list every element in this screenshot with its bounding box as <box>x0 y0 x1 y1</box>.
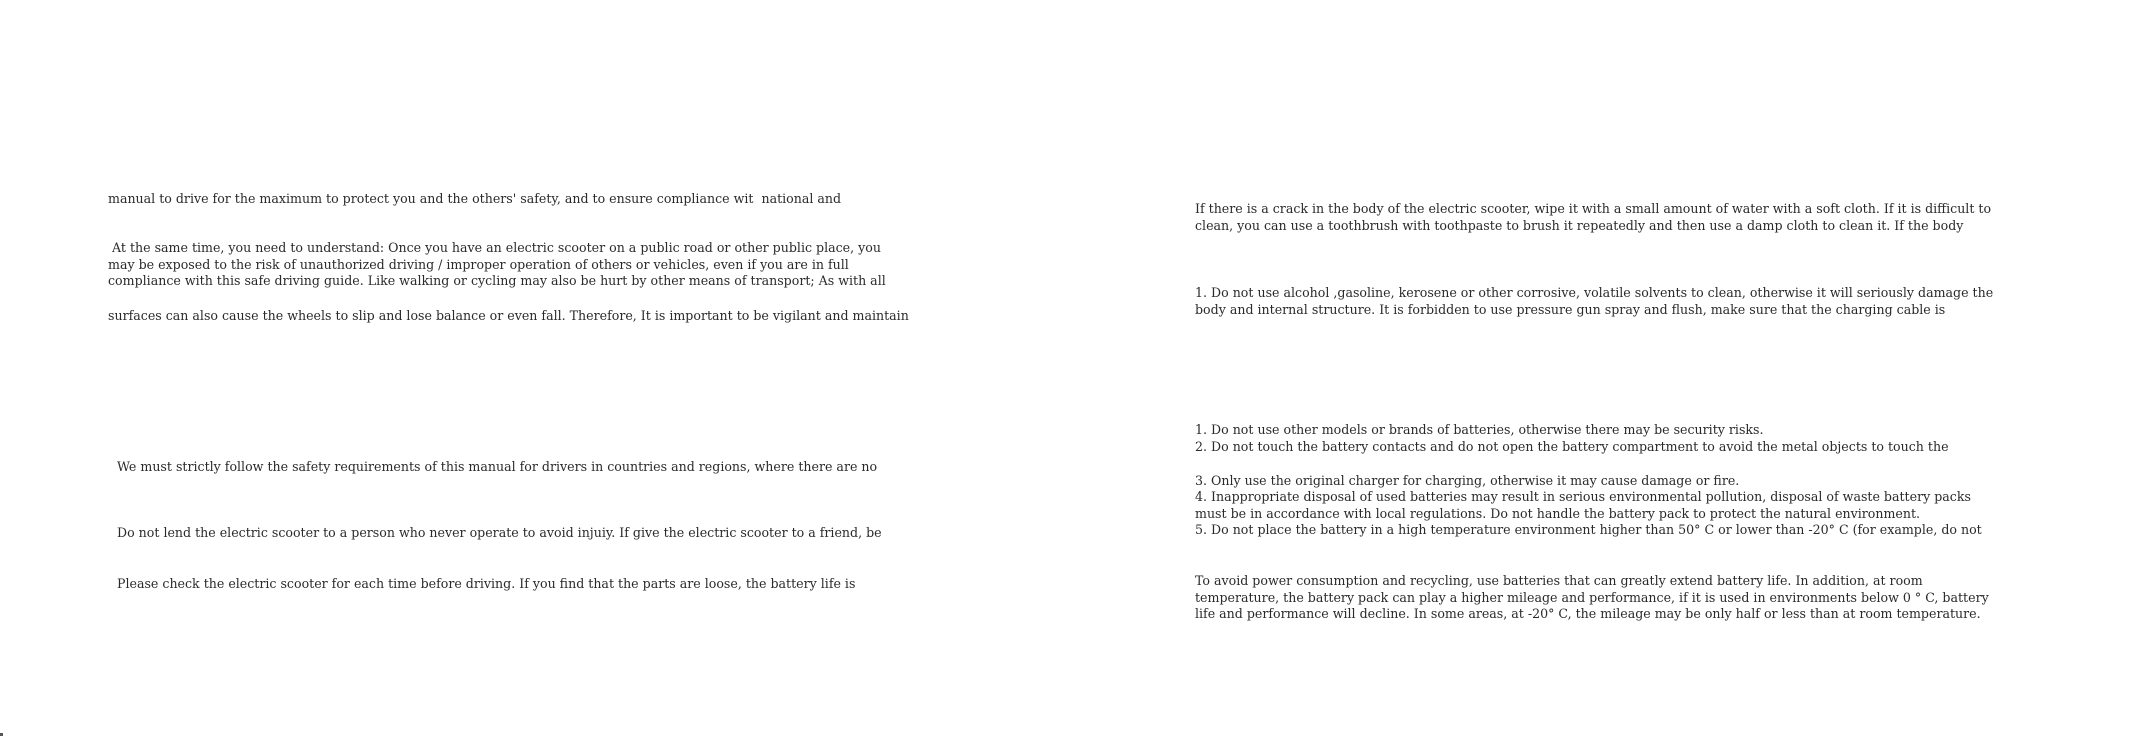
corner-mark <box>0 733 3 736</box>
battery-rule-4-line-1: 4. Inappropriate disposal of used batteries may result in serious environmental pollution, disposal of waste battery packs <box>1195 489 1971 504</box>
temperature-line-2: temperature, the battery pack can play a higher mileage and performance, if it is used in environments below 0 ° C, battery <box>1195 590 1989 605</box>
battery-rule-1: 1. Do not use other models or brands of batteries, otherwise there may be security risks. <box>1195 422 1764 437</box>
left-manual-page <box>0 0 1040 737</box>
lending-warning-line: Do not lend the electric scooter to a person who never operate to avoid injuiy. If give the electric scooter to a friend, be <box>113 525 882 540</box>
temperature-line-1: To avoid power consumption and recycling, use batteries that can greatly extend battery life. In addition, at room <box>1195 573 1923 588</box>
battery-rule-5: 5. Do not place the battery in a high temperature environment higher than 50° C or lower than -20° C (for example, do not <box>1195 522 1982 537</box>
awareness-line-2: may be exposed to the risk of unauthorized driving / improper operation of others or vehicles, even if you are in full <box>108 257 849 272</box>
temperature-line-3: life and performance will decline. In some areas, at -20° C, the mileage may be only half or less than at room temperature. <box>1195 606 1981 621</box>
vigilance-line: surfaces can also cause the wheels to slip and lose balance or even fall. Therefore, It is important to be vigilant and maintain <box>108 308 909 323</box>
right-manual-page <box>1077 0 2117 737</box>
awareness-line-3: compliance with this safe driving guide. Like walking or cycling may also be hurt by other means of transport; As with all <box>108 273 886 288</box>
battery-rule-2: 2. Do not touch the battery contacts and do not open the battery compartment to avoid the metal objects to touch the <box>1195 439 1949 454</box>
cleaning-line-1: If there is a crack in the body of the electric scooter, wipe it with a small amount of water with a soft cloth. If it is difficult to <box>1195 201 1992 216</box>
battery-rule-4-line-2: must be in accordance with local regulations. Do not handle the battery pack to protect the natural environment. <box>1195 506 1921 521</box>
safety-requirements-line: We must strictly follow the safety requirements of this manual for drivers in countries and regions, where there are no <box>113 459 878 474</box>
intro-line: manual to drive for the maximum to protect you and the others' safety, and to ensure compliance wit national and <box>108 191 842 206</box>
solvent-warning-line-2: body and internal structure. It is forbidden to use pressure gun spray and flush, make sure that the charging cable is <box>1195 302 1946 317</box>
awareness-line-1: At the same time, you need to understand: Once you have an electric scooter on a public road or other public place, you <box>108 240 881 255</box>
battery-rule-3: 3. Only use the original charger for charging, otherwise it may cause damage or fire. <box>1195 473 1740 488</box>
cleaning-line-2: clean, you can use a toothbrush with toothpaste to brush it repeatedly and then use a damp cloth to clean it. If the body <box>1195 218 1964 233</box>
solvent-warning-line-1: 1. Do not use alcohol ,gasoline, kerosene or other corrosive, volatile solvents to clean, otherwise it will seriously damage the <box>1195 285 1994 300</box>
pre-ride-check-line: Please check the electric scooter for each time before driving. If you find that the parts are loose, the battery life is <box>113 576 856 591</box>
